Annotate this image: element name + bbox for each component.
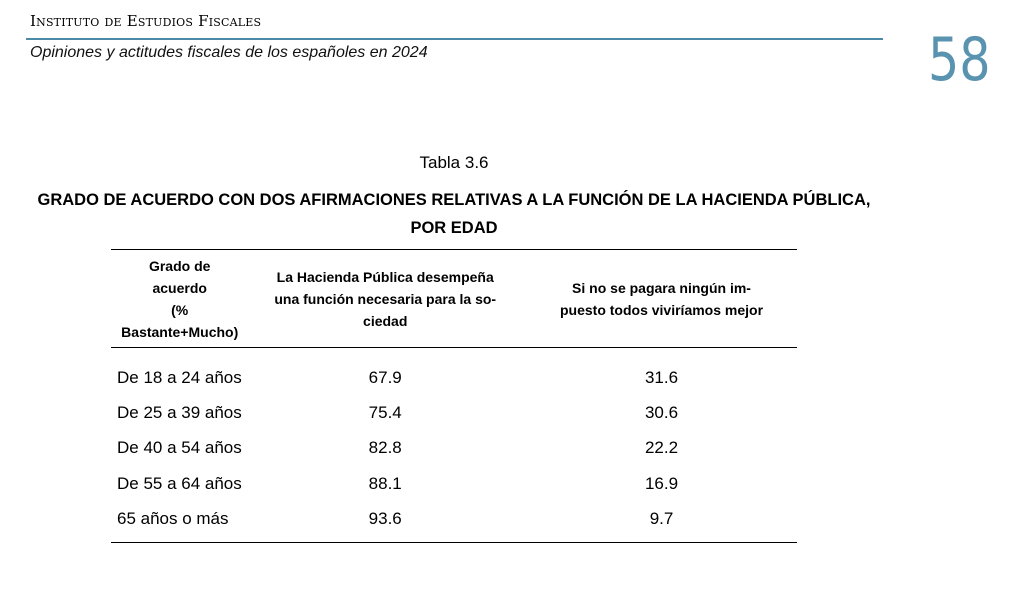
cell-hacienda-necesaria: 88.1 (368, 473, 402, 493)
cell-sin-impuestos: 22.2 (644, 438, 679, 458)
table-header (111, 250, 797, 348)
column-header-label-line: acuerdo (152, 280, 207, 296)
data-table (111, 249, 797, 543)
table-title-line-1: GRADO DE ACUERDO CON DOS AFIRMACIONES RELATIVAS A LA FUNCIÓN DE LA HACIENDA PÚBLICA, (37, 191, 871, 209)
table-label: Tabla 3.6 (419, 153, 489, 172)
row-label: De 25 a 39 años (117, 403, 242, 423)
cell-hacienda-necesaria: 67.9 (368, 367, 402, 387)
table-row (111, 466, 797, 501)
column-header-a-line: una función necesaria para la so- (274, 291, 497, 307)
cell-hacienda-necesaria: 93.6 (368, 509, 402, 529)
column-header-label (111, 250, 244, 348)
table-body (111, 348, 797, 543)
cell-sin-impuestos: 30.6 (644, 403, 679, 423)
column-header-label-line: Grado de (148, 258, 211, 274)
column-header-label-line: (% Bastante+Mucho) (121, 302, 239, 340)
page-number: 58 (928, 25, 991, 95)
table-row (111, 348, 797, 396)
header-row (111, 250, 797, 348)
table-row (111, 502, 797, 543)
column-header-a-line: La Hacienda Pública desempeña (276, 269, 494, 285)
cell-hacienda-necesaria: 82.8 (368, 438, 402, 458)
row-label: De 18 a 24 años (117, 367, 242, 387)
column-header-a-line: ciedad (363, 313, 408, 329)
row-label: De 40 a 54 años (117, 438, 242, 458)
table-title-line-2: POR EDAD (410, 219, 498, 237)
column-header-sin-impuestos (526, 250, 797, 348)
cell-sin-impuestos: 31.6 (644, 367, 679, 387)
header-rule (26, 38, 883, 40)
column-header-b-line: Si no se pagara ningún im- (572, 280, 751, 296)
column-header-b-line: puesto todos viviríamos mejor (559, 302, 764, 318)
cell-sin-impuestos: 16.9 (644, 473, 679, 493)
header-institution: Instituto de Estudios Fiscales (30, 12, 262, 30)
cell-sin-impuestos: 9.7 (649, 509, 674, 529)
header-subtitle: Opiniones y actitudes fiscales de los españoles en 2024 (30, 44, 428, 61)
column-header-hacienda-necesaria (244, 250, 526, 348)
table-row (111, 431, 797, 466)
row-label: 65 años o más (117, 509, 229, 529)
row-label: De 55 a 64 años (117, 473, 242, 493)
table-title (0, 186, 908, 242)
cell-hacienda-necesaria: 75.4 (368, 403, 402, 423)
table-row (111, 395, 797, 430)
